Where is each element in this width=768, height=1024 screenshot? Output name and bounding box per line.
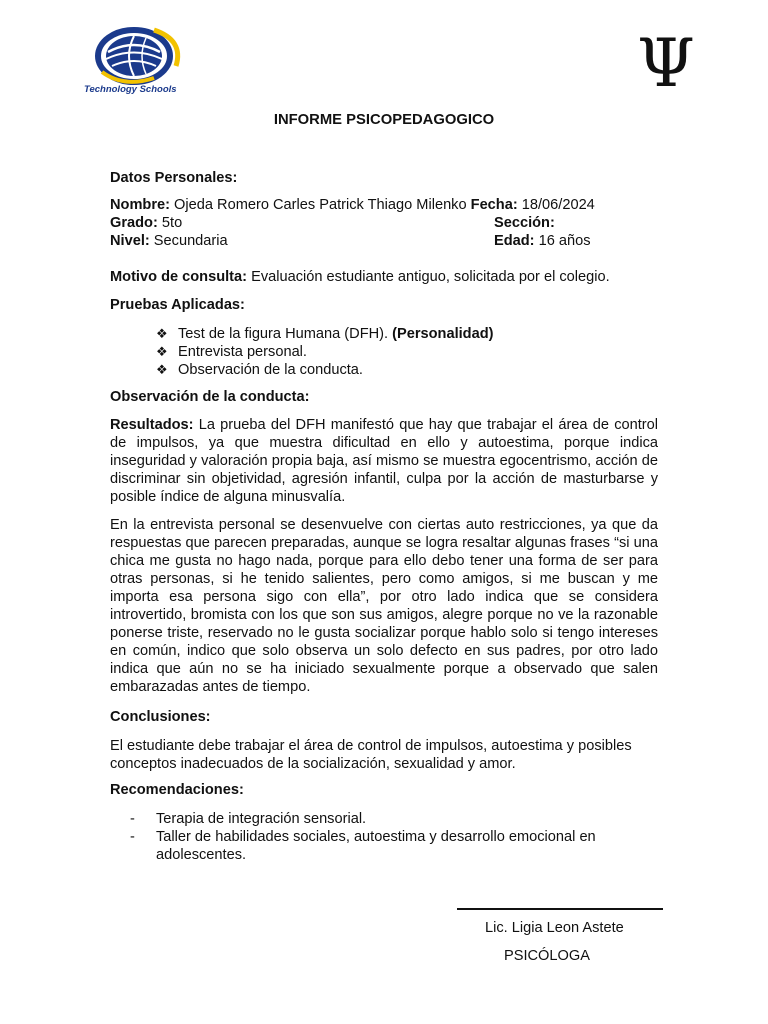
- list-item: [156, 343, 494, 361]
- nivel-row: [110, 233, 228, 249]
- list-item-text: Test de la figura Humana (DFH).: [178, 326, 393, 342]
- diamond-bullet-icon: ❖: [156, 362, 168, 377]
- list-item-text: Observación de la conducta.: [178, 362, 363, 378]
- logo-text: Technology Schools: [84, 84, 177, 95]
- document-title: INFORME PSICOPEDAGOGICO: [273, 112, 495, 128]
- list-item-text: Entrevista personal.: [178, 344, 307, 360]
- list-item: [130, 828, 650, 864]
- psi-symbol: Ψ: [637, 25, 695, 102]
- signatory-name: Lic. Ligia Leon Astete: [485, 920, 624, 936]
- diamond-bullet-icon: ❖: [156, 344, 168, 359]
- pruebas-list: [156, 325, 494, 379]
- diamond-bullet-icon: ❖: [156, 326, 168, 341]
- list-item: [156, 361, 494, 379]
- edad-label: Edad:: [494, 233, 535, 249]
- signature-line: [457, 908, 663, 910]
- motivo-value: Evaluación estudiante antiguo, solicitada por el colegio.: [247, 269, 610, 285]
- resultados-text: La prueba del DFH manifestó que hay que trabajar el área de control de impulsos, ya que muestra dificultad en ello y autoestima, porque indica inseguridad y valoración propia baja, así mismo se muestra egocentrismo, acción de discriminar sin objetividad, agresión infantil, culpa por la acción de masturbarse y posible índice de alguna minusvalía.: [110, 417, 658, 505]
- resultados-paragraph: [110, 416, 658, 506]
- list-item-text: Terapia de integración sensorial.: [156, 811, 367, 827]
- seccion-label: Sección:: [494, 215, 555, 231]
- nombre-value: Ojeda Romero Carles Patrick Thiago Milenko: [170, 197, 467, 213]
- grado-label: Grado:: [110, 215, 158, 231]
- list-item-bold: (Personalidad): [392, 326, 494, 342]
- dash-bullet: -: [130, 811, 135, 827]
- seccion-row: [494, 215, 555, 231]
- grado-row: [110, 215, 182, 231]
- fecha-value: 18/06/2024: [517, 197, 595, 213]
- list-item: [156, 325, 494, 343]
- datos-heading: Datos Personales:: [110, 170, 238, 186]
- fecha-label: Fecha:: [470, 197, 518, 213]
- conclusiones-paragraph: El estudiante debe trabajar el área de control de impulsos, autoestima y posibles conceptos inadecuados de la socialización, sexualidad y amor.: [110, 738, 632, 772]
- recomendaciones-heading: Recomendaciones:: [110, 782, 244, 798]
- edad-value: 16 años: [534, 233, 591, 249]
- grado-value: 5to: [157, 215, 183, 231]
- nivel-value: Secundaria: [149, 233, 228, 249]
- recomendaciones-list: [130, 810, 650, 864]
- list-item-text: Taller de habilidades sociales, autoestima y desarrollo emocional en adolescentes.: [156, 829, 596, 863]
- resultados-label: Resultados:: [110, 417, 194, 433]
- observacion-heading: Observación de la conducta:: [110, 389, 310, 405]
- nombre-row: [110, 197, 595, 213]
- list-item: [130, 810, 650, 828]
- nombre-label: Nombre:: [110, 197, 170, 213]
- nivel-label: Nivel:: [110, 233, 150, 249]
- entrevista-paragraph: En la entrevista personal se desenvuelve con ciertas auto restricciones, ya que da respuestas que parecen preparadas, aunque se logra resaltar algunas frases “si una chica me gusta no hago nada, porque para ello debo tener una forma de ser para otras personas, si he tenido salientes, pero como amigos, si me buscan y me importa esa persona sigo con ella”, por otro lado indica que se considera introvertido, bromista con los que son sus amigos, alegre porque no ve la razonable ponerse triste, reservado no le gusta socializar porque hablo solo si tengo intereses en común, indico que solo observa un solo defecto en sus padres, por otro lado indica que aún no se ha iniciado sexualmente porque a observado que salen embarazadas antes de tiempo.: [110, 517, 658, 695]
- conclusiones-heading: Conclusiones:: [110, 709, 211, 725]
- edad-row: [494, 233, 591, 249]
- motivo-label: Motivo de consulta:: [110, 269, 248, 285]
- motivo-row: [110, 269, 610, 285]
- dash-bullet: -: [130, 829, 135, 845]
- pruebas-heading: Pruebas Aplicadas:: [110, 297, 245, 313]
- signatory-title: PSICÓLOGA: [504, 948, 590, 964]
